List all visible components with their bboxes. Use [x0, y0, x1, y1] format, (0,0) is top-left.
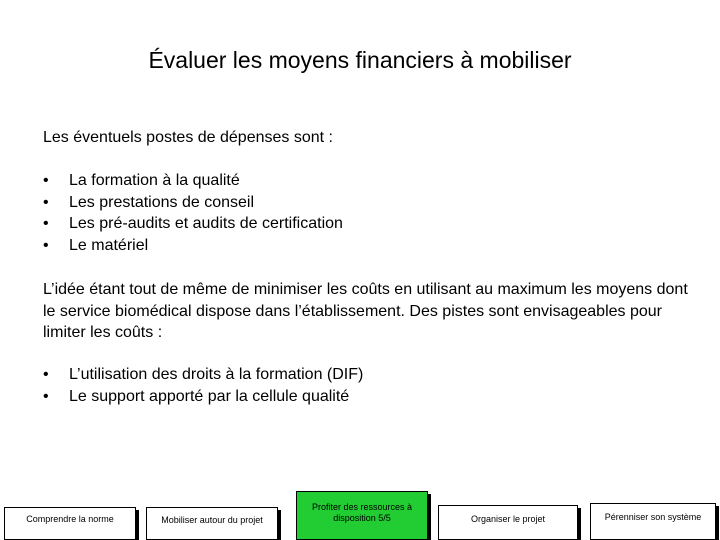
bullet-icon: • — [43, 193, 49, 211]
bullet-icon: • — [43, 236, 49, 254]
list-item-text: Les pré-audits et audits de certification — [69, 215, 343, 232]
list-item — [43, 235, 343, 257]
slide-title: Évaluer les moyens financiers à mobiliser — [148, 47, 572, 73]
nav-button-organiser-le-projet[interactable]: Organiser le projet — [438, 505, 578, 540]
expense-list — [43, 170, 343, 256]
list-item — [43, 170, 343, 192]
bullet-icon: • — [43, 387, 49, 405]
list-item-text: Les prestations de conseil — [69, 193, 254, 211]
nav-button-profiter-des-ressources[interactable]: Profiter des ressources à disposition 5/5 — [296, 491, 428, 540]
cost-options-list — [43, 364, 363, 407]
list-item-text: Le support apporté par la cellule qualité — [69, 387, 350, 405]
list-item-text: L’utilisation des droits à la formation (DIF) — [69, 366, 364, 383]
bullet-icon: • — [43, 172, 49, 189]
list-item — [43, 386, 363, 408]
body-paragraph: L’idée étant tout de même de minimiser les coûts en utilisant au maximum les moyens dont le service biomédical dispose dans l’établissement. Des pistes sont envisageables pour limiter les coûts : — [43, 281, 688, 341]
list-item — [43, 213, 343, 235]
bullet-icon: • — [43, 215, 49, 232]
bullet-icon: • — [43, 366, 49, 383]
list-item — [43, 364, 363, 386]
nav-button-mobiliser-autour-du-projet[interactable]: Mobiliser autour du projet — [146, 507, 278, 540]
nav-button-comprendre-la-norme[interactable]: Comprendre la norme — [4, 507, 136, 540]
nav-button-perenniser-son-systeme[interactable]: Pérenniser son système — [590, 503, 716, 540]
list-item-text: Le matériel — [69, 236, 149, 254]
list-item-text: La formation à la qualité — [69, 172, 240, 189]
intro-text: Les éventuels postes de dépenses sont : — [43, 129, 333, 146]
list-item — [43, 192, 343, 214]
